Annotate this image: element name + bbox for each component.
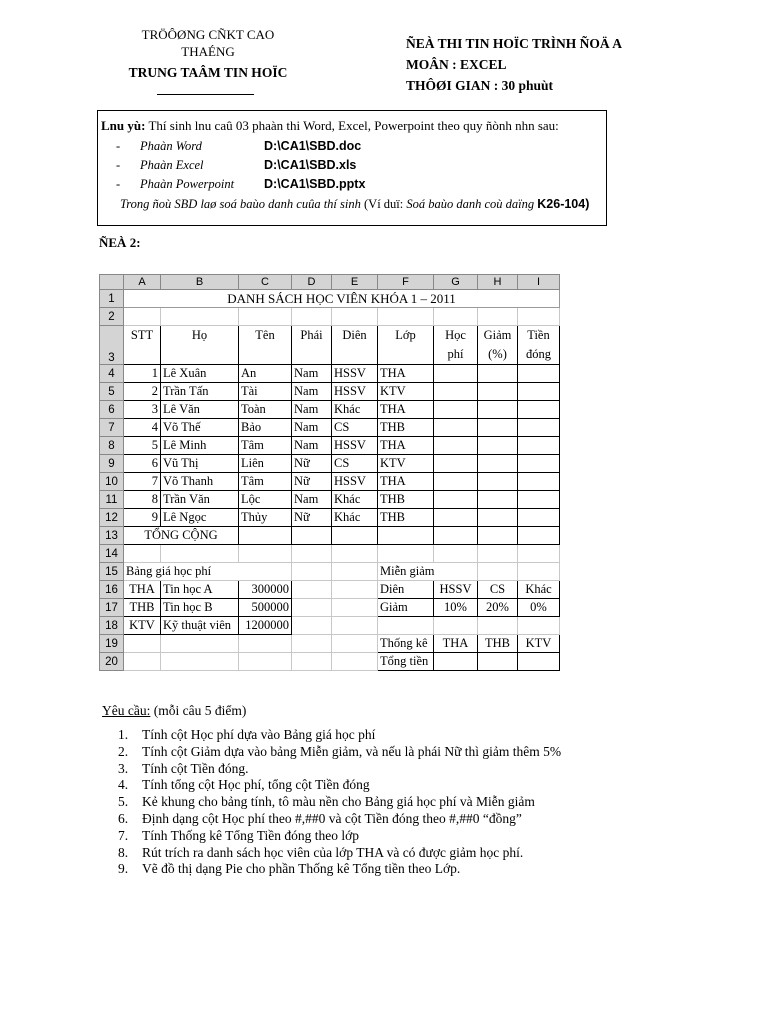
requirement-number: 5. [118, 794, 129, 810]
requirement-item [118, 828, 561, 845]
stats-header-label[interactable]: Thống kê [378, 635, 434, 653]
cell-lop[interactable]: THA [378, 365, 434, 383]
cell[interactable] [292, 617, 332, 635]
requirement-text: Tính cột Học phí dựa vào Bảng giá học phí [142, 727, 376, 742]
requirement-item [118, 845, 561, 862]
cell-dien[interactable]: HSSV [332, 365, 378, 383]
cell-lop[interactable]: KTV [378, 455, 434, 473]
cell[interactable] [292, 563, 332, 581]
cell-hoc-phi[interactable] [434, 383, 478, 401]
note-foot-paren: (Ví duï: [360, 197, 407, 211]
bullet-dash: - [116, 139, 121, 153]
discount-value[interactable]: 0% [518, 599, 560, 617]
header-hoc-phi-line1: Học [445, 328, 466, 342]
cell[interactable] [124, 308, 161, 326]
requirement-text: Định dạng cột Học phí theo #,##0 và cột Tiền đóng theo #,##0 “đồng” [142, 810, 522, 826]
stats-total-value[interactable] [518, 653, 560, 671]
row-header[interactable]: 10 [100, 473, 124, 491]
cell-tien-dong[interactable] [518, 401, 560, 419]
requirement-number: 4. [118, 777, 129, 793]
column-header[interactable]: D [292, 275, 332, 290]
header-hoc-phi[interactable] [434, 326, 478, 365]
cell-dien[interactable]: Khác [332, 491, 378, 509]
cell-phai[interactable]: Nam [292, 437, 332, 455]
cell-giam[interactable] [478, 491, 518, 509]
cell-tien-dong[interactable] [518, 383, 560, 401]
cell[interactable] [292, 581, 332, 599]
school-name-line2: THAÉNG [181, 44, 235, 59]
cell[interactable] [378, 545, 434, 563]
requirements-title [102, 703, 246, 719]
row-header[interactable]: 9 [100, 455, 124, 473]
discount-value[interactable]: 20% [478, 599, 518, 617]
cell-ten[interactable]: Toàn [239, 401, 292, 419]
discount-value-label[interactable]: Giảm [378, 599, 434, 617]
cell[interactable] [332, 527, 378, 545]
requirement-text: Tính Thống kê Tổng Tiền đóng theo lớp [142, 827, 360, 843]
note-heading [101, 118, 559, 134]
requirement-item [118, 761, 561, 778]
cell[interactable] [332, 617, 378, 635]
cell-ho[interactable]: Lê Xuân [161, 365, 239, 383]
column-header[interactable]: B [161, 275, 239, 290]
cell[interactable] [518, 308, 560, 326]
student-row [100, 455, 560, 473]
discount-title[interactable]: Miễn giảm [378, 563, 478, 581]
cell[interactable] [161, 635, 239, 653]
cell[interactable] [332, 308, 378, 326]
cell[interactable] [239, 308, 292, 326]
cell-hoc-phi[interactable] [434, 491, 478, 509]
requirement-text: Tính cột Giảm dựa vào bảng Miễn giảm, và nếu là phái Nữ thì giảm thêm 5% [142, 743, 562, 759]
exam-number-label: ÑEÀ 2: [99, 235, 141, 250]
note-row-word [116, 139, 361, 154]
cell[interactable] [161, 545, 239, 563]
cell[interactable] [478, 545, 518, 563]
cell-total-tien-dong[interactable] [518, 527, 560, 545]
cell-lop[interactable]: THB [378, 509, 434, 527]
header-phai[interactable]: Phái [292, 326, 332, 365]
cell-giam[interactable] [478, 473, 518, 491]
student-row [100, 401, 560, 419]
cell-phai[interactable]: Nam [292, 491, 332, 509]
cell[interactable] [161, 308, 239, 326]
cell[interactable] [332, 581, 378, 599]
price-name[interactable]: Tin học A [161, 581, 239, 599]
cell[interactable] [332, 653, 378, 671]
sheet-row [100, 599, 560, 617]
cell-giam[interactable] [478, 383, 518, 401]
price-code[interactable]: THB [124, 599, 161, 617]
header-hoc-phi-line2: phí [447, 347, 464, 361]
cell[interactable] [292, 653, 332, 671]
file-path: D:\CA1\SBD.xls [264, 158, 357, 172]
price-value[interactable]: 300000 [239, 581, 292, 599]
cell-stt[interactable]: 7 [124, 473, 161, 491]
column-header[interactable]: F [378, 275, 434, 290]
column-header[interactable]: C [239, 275, 292, 290]
cell[interactable] [518, 563, 560, 581]
cell[interactable] [292, 308, 332, 326]
cell-ten[interactable]: An [239, 365, 292, 383]
cell-stt[interactable]: 2 [124, 383, 161, 401]
cell-stt[interactable]: 4 [124, 419, 161, 437]
cell[interactable] [478, 563, 518, 581]
note-text: Thí sinh lnu caû 03 phaàn thi Word, Excel, Powerpoint theo quy ñònh nhn sau: [145, 118, 559, 133]
cell[interactable] [292, 545, 332, 563]
cell-phai[interactable]: Nam [292, 365, 332, 383]
cell-stt[interactable]: 8 [124, 491, 161, 509]
cell-phai[interactable]: Nam [292, 419, 332, 437]
cell-phai[interactable]: Nam [292, 383, 332, 401]
column-header[interactable]: H [478, 275, 518, 290]
requirement-item [118, 727, 561, 744]
row-header[interactable]: 7 [100, 419, 124, 437]
part-label: Phaàn Powerpoint [140, 177, 235, 191]
requirement-item [118, 744, 561, 761]
header-giam-line2: (%) [488, 347, 507, 361]
cell[interactable] [478, 308, 518, 326]
spreadsheet [99, 274, 560, 671]
cell-hoc-phi[interactable] [434, 401, 478, 419]
discount-value[interactable]: 10% [434, 599, 478, 617]
exam-time: THÔØI GIAN : 30 phuùt [406, 78, 554, 93]
sheet-row [100, 563, 560, 581]
cell-dien[interactable]: CS [332, 419, 378, 437]
cell-tien-dong[interactable] [518, 437, 560, 455]
cell-lop[interactable]: THA [378, 437, 434, 455]
stats-header[interactable]: THA [434, 635, 478, 653]
sheet-row [100, 308, 560, 326]
cell[interactable] [239, 635, 292, 653]
student-row [100, 383, 560, 401]
sheet-row [100, 617, 560, 635]
cell[interactable] [292, 599, 332, 617]
requirement-text: Vẽ đồ thị dạng Pie cho phần Thống kê Tổng tiền theo Lớp. [142, 861, 461, 877]
cell-dien[interactable]: HSSV [332, 437, 378, 455]
cell-ten[interactable]: Tài [239, 383, 292, 401]
student-row [100, 509, 560, 527]
cell-tien-dong[interactable] [518, 491, 560, 509]
note-title: Lnu yù: [101, 118, 146, 133]
cell-ho[interactable]: Vũ Thị [161, 455, 239, 473]
cell-dien[interactable]: HSSV [332, 383, 378, 401]
sheet-row [100, 635, 560, 653]
requirement-item [118, 794, 561, 811]
cell-ten[interactable]: Tâm [239, 437, 292, 455]
cell[interactable] [292, 635, 332, 653]
price-value[interactable]: 1200000 [239, 617, 292, 635]
cell-lop[interactable]: KTV [378, 383, 434, 401]
header-lop[interactable]: Lớp [378, 326, 434, 365]
header-giam[interactable] [478, 326, 518, 365]
cell[interactable] [332, 545, 378, 563]
requirement-item [118, 861, 561, 878]
row-header[interactable]: 19 [100, 635, 124, 653]
row-header[interactable]: 5 [100, 383, 124, 401]
requirement-number: 1. [118, 727, 129, 742]
cell-phai[interactable]: Nữ [292, 473, 332, 491]
row-header[interactable]: 3 [100, 326, 124, 365]
cell-phai[interactable]: Nam [292, 401, 332, 419]
student-row [100, 365, 560, 383]
stats-total-value[interactable] [478, 653, 518, 671]
requirement-text: Kẻ khung cho bảng tính, tô màu nền cho Bảng giá học phí và Miễn giảm [142, 794, 535, 810]
sheet-row [100, 545, 560, 563]
cell[interactable] [124, 545, 161, 563]
bullet-dash: - [116, 158, 121, 172]
row-header[interactable]: 13 [100, 527, 124, 545]
cell-stt[interactable]: 6 [124, 455, 161, 473]
note-row-powerpoint [116, 177, 365, 192]
requirement-number: 3. [118, 760, 129, 776]
cell[interactable] [161, 653, 239, 671]
requirements-label: Yêu cầu: [102, 703, 151, 718]
note-foot-italic: Trong ñoù SBD laø soá baùo danh cuûa thí sinh [120, 197, 361, 211]
stats-header[interactable]: THB [478, 635, 518, 653]
sheet-title[interactable]: DANH SÁCH HỌC VIÊN KHÓA 1 – 2011 [124, 290, 560, 308]
requirement-text: Tính cột Tiền đóng. [142, 760, 249, 776]
cell-dien[interactable]: HSSV [332, 473, 378, 491]
exam-header [406, 33, 622, 96]
stats-total-value[interactable] [434, 653, 478, 671]
exam-title: ÑEÀ THI TIN HOÏC TRÌNH ÑOÄ A [406, 36, 623, 51]
part-label: Phaàn Excel [140, 158, 204, 172]
cell[interactable] [292, 527, 332, 545]
cell-phai[interactable]: Nữ [292, 455, 332, 473]
cell[interactable] [518, 617, 560, 635]
cell-hoc-phi[interactable] [434, 365, 478, 383]
header-tien-dong[interactable] [518, 326, 560, 365]
price-code[interactable]: THA [124, 581, 161, 599]
cell-giam[interactable] [478, 437, 518, 455]
row-header[interactable]: 6 [100, 401, 124, 419]
column-header-row [100, 275, 560, 290]
cell[interactable] [332, 563, 378, 581]
cell-ten[interactable]: Thủy [239, 509, 292, 527]
corner-cell[interactable] [100, 275, 124, 290]
cell-dien[interactable]: Khác [332, 401, 378, 419]
cell[interactable] [378, 308, 434, 326]
cell-tien-dong[interactable] [518, 419, 560, 437]
note-foot-example-bold: K26-104) [537, 197, 590, 211]
cell-giam[interactable] [478, 401, 518, 419]
cell-ho[interactable]: Trần Văn [161, 491, 239, 509]
cell-stt[interactable]: 5 [124, 437, 161, 455]
requirement-number: 7. [118, 827, 129, 843]
row-header[interactable]: 17 [100, 599, 124, 617]
cell-tien-dong[interactable] [518, 473, 560, 491]
cell-ho[interactable]: Trần Tấn [161, 383, 239, 401]
header-stt[interactable]: STT [124, 326, 161, 365]
column-header[interactable]: A [124, 275, 161, 290]
save-instructions-box [97, 110, 607, 226]
cell-giam[interactable] [478, 509, 518, 527]
cell-ten[interactable]: Liên [239, 455, 292, 473]
cell[interactable] [332, 635, 378, 653]
discount-header-label[interactable]: Diên [378, 581, 434, 599]
cell[interactable] [434, 308, 478, 326]
column-header[interactable]: I [518, 275, 560, 290]
school-header [118, 26, 298, 81]
cell-stt[interactable]: 1 [124, 365, 161, 383]
cell-ho[interactable]: Lê Ngọc [161, 509, 239, 527]
price-value[interactable]: 500000 [239, 599, 292, 617]
requirements-subtitle: (mỗi câu 5 điểm) [150, 703, 247, 718]
cell[interactable] [378, 527, 434, 545]
price-name[interactable]: Kỹ thuật viên [161, 617, 239, 635]
cell[interactable] [518, 545, 560, 563]
sheet-row [100, 653, 560, 671]
row-header[interactable]: 4 [100, 365, 124, 383]
cell[interactable] [478, 527, 518, 545]
cell-ho[interactable]: Lê Minh [161, 437, 239, 455]
row-header[interactable]: 16 [100, 581, 124, 599]
cell-ten[interactable]: Tâm [239, 473, 292, 491]
cell-lop[interactable]: THB [378, 419, 434, 437]
row-header[interactable]: 18 [100, 617, 124, 635]
discount-header[interactable]: Khác [518, 581, 560, 599]
column-header[interactable]: E [332, 275, 378, 290]
note-row-excel [116, 158, 356, 173]
cell-hoc-phi[interactable] [434, 509, 478, 527]
cell-ten[interactable]: Lộc [239, 491, 292, 509]
bullet-dash: - [116, 177, 121, 191]
stats-total-label[interactable]: Tổng tiền [378, 653, 434, 671]
row-header[interactable]: 14 [100, 545, 124, 563]
stats-header[interactable]: KTV [518, 635, 560, 653]
header-dien[interactable]: Diên [332, 326, 378, 365]
row-header[interactable]: 8 [100, 437, 124, 455]
requirement-number: 9. [118, 861, 129, 877]
cell-ho[interactable]: Võ Thế [161, 419, 239, 437]
header-underline [157, 94, 254, 95]
requirement-text: Tính tổng cột Học phí, tổng cột Tiền đóng [142, 777, 370, 793]
cell-giam[interactable] [478, 365, 518, 383]
cell-hoc-phi[interactable] [434, 437, 478, 455]
cell-hoc-phi[interactable] [434, 419, 478, 437]
requirement-number: 8. [118, 844, 129, 860]
sheet-row [100, 581, 560, 599]
cell-total-hoc-phi[interactable] [434, 527, 478, 545]
cell-hoc-phi[interactable] [434, 455, 478, 473]
row-header[interactable]: 1 [100, 290, 124, 308]
center-name: TRUNG TAÂM TIN HOÏC [128, 65, 288, 80]
part-label: Phaàn Word [140, 139, 202, 153]
column-header[interactable]: G [434, 275, 478, 290]
cell-dien[interactable]: CS [332, 455, 378, 473]
cell[interactable] [378, 617, 434, 635]
cell-giam[interactable] [478, 419, 518, 437]
cell-tien-dong[interactable] [518, 455, 560, 473]
student-row [100, 491, 560, 509]
total-row [100, 527, 560, 545]
cell-ho[interactable]: Lê Văn [161, 401, 239, 419]
price-name[interactable]: Tin học B [161, 599, 239, 617]
cell-lop[interactable]: THB [378, 491, 434, 509]
cell-stt[interactable]: 9 [124, 509, 161, 527]
requirement-item [118, 777, 561, 794]
row-header[interactable]: 2 [100, 308, 124, 326]
sheet-row [100, 290, 560, 308]
cell[interactable] [239, 527, 292, 545]
school-name-line1: TRÖÔØNG CÑKT CAO [141, 27, 275, 42]
student-row [100, 473, 560, 491]
cell-lop[interactable]: THA [378, 401, 434, 419]
student-row [100, 419, 560, 437]
student-row [100, 437, 560, 455]
total-label[interactable]: TỔNG CỘNG [124, 527, 239, 545]
requirement-number: 2. [118, 743, 129, 759]
header-tien-dong-line2: đóng [526, 347, 551, 361]
cell[interactable] [332, 599, 378, 617]
row-header[interactable]: 11 [100, 491, 124, 509]
cell[interactable] [478, 617, 518, 635]
price-code[interactable]: KTV [124, 617, 161, 635]
cell-hoc-phi[interactable] [434, 473, 478, 491]
row-header[interactable]: 12 [100, 509, 124, 527]
cell-dien[interactable]: Khác [332, 509, 378, 527]
cell-phai[interactable]: Nữ [292, 509, 332, 527]
cell[interactable] [434, 545, 478, 563]
cell-tien-dong[interactable] [518, 509, 560, 527]
file-path: D:\CA1\SBD.pptx [264, 177, 366, 191]
header-ho[interactable]: Họ [161, 326, 239, 365]
price-table-title[interactable]: Bảng giá học phí [124, 563, 292, 581]
requirement-number: 6. [118, 810, 129, 826]
cell[interactable] [239, 653, 292, 671]
cell-tien-dong[interactable] [518, 365, 560, 383]
note-foot-example: Soá baùo danh coù daïng [406, 197, 538, 211]
row-header[interactable]: 15 [100, 563, 124, 581]
cell-lop[interactable]: THA [378, 473, 434, 491]
header-ten[interactable]: Tên [239, 326, 292, 365]
file-path: D:\CA1\SBD.doc [264, 139, 362, 153]
cell[interactable] [434, 617, 478, 635]
requirements-list [118, 727, 561, 878]
cell[interactable] [124, 635, 161, 653]
cell-stt[interactable]: 3 [124, 401, 161, 419]
discount-header[interactable]: CS [478, 581, 518, 599]
cell[interactable] [239, 545, 292, 563]
cell-ho[interactable]: Võ Thanh [161, 473, 239, 491]
cell[interactable] [124, 653, 161, 671]
sheet-header-row [100, 326, 560, 365]
row-header[interactable]: 20 [100, 653, 124, 671]
discount-header[interactable]: HSSV [434, 581, 478, 599]
header-tien-dong-line1: Tiền [527, 328, 550, 342]
header-giam-line1: Giảm [483, 328, 512, 342]
note-footer [120, 197, 589, 212]
cell-ten[interactable]: Bảo [239, 419, 292, 437]
requirement-item [118, 811, 561, 828]
cell-giam[interactable] [478, 455, 518, 473]
requirement-text: Rút trích ra danh sách học viên của lớp THA và có được giảm học phí. [142, 844, 524, 860]
exam-subject: MOÂN : EXCEL [406, 57, 507, 72]
